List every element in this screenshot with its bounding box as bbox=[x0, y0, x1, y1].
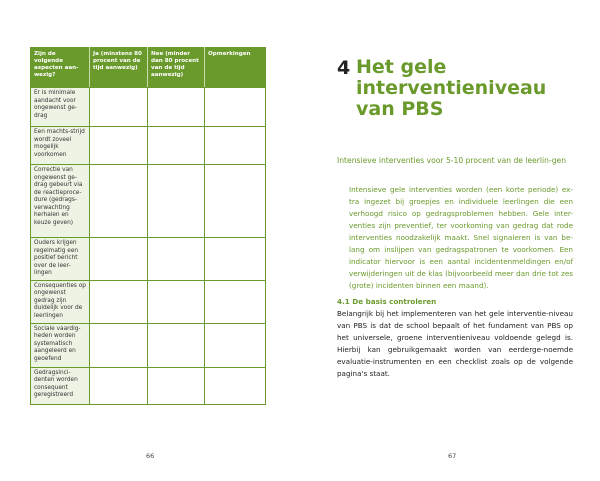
aspect-cell: Correctie van ongewenst ge-drag gebeurt via de reactieproce-dure (gedrags-verwachting herhalen en keuze geven) bbox=[31, 165, 90, 238]
aspect-cell: Er is minimale aandacht voor ongewenst ge-drag bbox=[31, 88, 90, 127]
no-cell bbox=[148, 127, 205, 165]
yes-cell bbox=[90, 367, 148, 404]
no-cell bbox=[148, 323, 205, 367]
yes-cell bbox=[90, 238, 148, 281]
remarks-cell bbox=[205, 165, 266, 238]
no-cell bbox=[148, 367, 205, 404]
page-number: 66 bbox=[146, 452, 155, 460]
right-page bbox=[300, 0, 600, 481]
intro-paragraph: Intensieve gele interventies worden (een korte periode) ex-tra ingezet bij groepjes en individuele leerlingen die een verhoogd risico op gedragsproblemen hebben. Gele inter-venties zijn preventief, ter voorkoming van gedrag dat rode interventies noodzakelijk maakt. Snel signaleren is van be-lang om inslijpen van gedragspatronen te voorkomen. Een indicator hiervoor is een aantal incidentenmeldingen en/of verwijderingen uit de klas (bijvoorbeeld meer dan drie tot zes (grote) incidenten binnen een maand). bbox=[349, 185, 573, 290]
yes-cell bbox=[90, 280, 148, 323]
section-heading: 4.1 De basis controleren bbox=[337, 297, 437, 306]
checklist-table bbox=[30, 47, 266, 405]
table-row bbox=[31, 367, 266, 404]
header-no: Nee (minder dan 80 procent van de tijd aanwezig) bbox=[148, 48, 205, 88]
no-cell bbox=[148, 88, 205, 127]
no-cell bbox=[148, 165, 205, 238]
table-row bbox=[31, 127, 266, 165]
remarks-cell bbox=[205, 88, 266, 127]
header-aspects: Zijn de volgende aspecten aan-wezig? bbox=[31, 48, 90, 88]
table-row bbox=[31, 165, 266, 238]
table-row bbox=[31, 280, 266, 323]
remarks-cell bbox=[205, 323, 266, 367]
yes-cell bbox=[90, 127, 148, 165]
no-cell bbox=[148, 238, 205, 281]
aspect-cell: Gedragsinci-denten worden consequent geregistreerd bbox=[31, 367, 90, 404]
table-row bbox=[31, 88, 266, 127]
aspect-cell: Sociale vaardig-heden worden systematisch aangeleerd en geoefend bbox=[31, 323, 90, 367]
chapter-subtitle: Intensieve interventies voor 5-10 procent van de leerlin-gen bbox=[337, 156, 567, 165]
page-number: 67 bbox=[448, 452, 457, 460]
no-cell bbox=[148, 280, 205, 323]
remarks-cell bbox=[205, 367, 266, 404]
yes-cell bbox=[90, 88, 148, 127]
chapter-number: 4 bbox=[337, 57, 351, 79]
aspect-cell: Ouders krijgen regelmatig een positief bericht over de leer-lingen bbox=[31, 238, 90, 281]
header-yes: Ja (minstens 80 procent van de tijd aanwezig) bbox=[90, 48, 148, 88]
remarks-cell bbox=[205, 280, 266, 323]
table-row bbox=[31, 238, 266, 281]
aspect-cell: Consequenties op ongewenst gedrag zijn duidelijk voor de leerlingen bbox=[31, 280, 90, 323]
yes-cell bbox=[90, 165, 148, 238]
body-paragraph: Belangrijk bij het implementeren van het gele interventie-niveau van PBS is dat de school bepaalt of het fundament van PBS op het universele, groene interventieniveau voldoende gelegd is. Hierbij kan gebruikgemaakt worden van eerderge-noemde evaluatie-instrumenten en een checklist zoals op de volgende pagina's staat. bbox=[337, 309, 573, 378]
table-header-row bbox=[31, 48, 266, 88]
yes-cell bbox=[90, 323, 148, 367]
remarks-cell bbox=[205, 238, 266, 281]
aspect-cell: Een machts-strijd wordt zoveel mogelijk voorkomen bbox=[31, 127, 90, 165]
table-row bbox=[31, 323, 266, 367]
remarks-cell bbox=[205, 127, 266, 165]
header-remarks: Opmerkingen bbox=[205, 48, 266, 88]
chapter-title: Het gele interventieniveau van PBS bbox=[356, 56, 547, 120]
